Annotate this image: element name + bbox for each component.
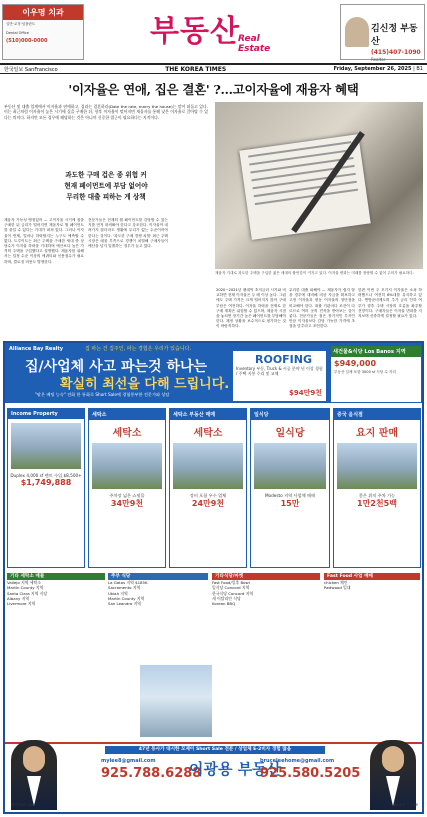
page-number: B1 bbox=[416, 66, 423, 72]
dateline-left: 한국일보 SanFrancisco bbox=[4, 66, 58, 73]
market-list[interactable] bbox=[212, 571, 320, 606]
article-body bbox=[4, 218, 423, 338]
realty-brand: Alliance Bay Realty bbox=[9, 346, 64, 352]
realty-tagline: 집 파는 건 집주인, 파는 경험은 우리가 있습니다. bbox=[85, 346, 192, 352]
realty-title-line2: 확실히 최선을 다해 드립니다. bbox=[60, 377, 230, 392]
article-subheads bbox=[4, 170, 208, 214]
roofing-price: $94만9천 bbox=[288, 389, 322, 397]
card-price: 34만9천 bbox=[110, 499, 144, 509]
list-item[interactable]: La Gatos 지역 $185K bbox=[108, 580, 148, 586]
card-head: 세탁소 부동산 매매 bbox=[170, 409, 246, 420]
masthead-title: 부동산 bbox=[150, 14, 240, 49]
listing-price: $949,000 bbox=[334, 359, 377, 368]
fastfood-list[interactable] bbox=[324, 571, 420, 591]
article-column: 재융자 가능성 맹점있어 — 고이자율 시기에 집을 구매한 뒤 금리가 떨어지면 재융자로 월 페이먼트를 줄일 수 있다는 기대가 퍼져 있다. 그러나 이자율이 언제, 얼마나 하락할지는 누구도 예측할 수 없다. 트루이트는 최근 주택을 구매한 세대 중 상당수가 이자율 하락을 기대하며 예산보다 높은 가격의 주택을 구입했다고 설명했다. 재융자를 위해서는 일정 수준 이상의 에퀴티와 신용점수가 필요하며, 클로징 비용도 발생한다. bbox=[4, 218, 84, 264]
masthead-subtitle: Real Estate bbox=[238, 34, 271, 54]
list-item[interactable]: Sacramento 지역 bbox=[108, 585, 141, 591]
article-column: 2020~2021년 팬데믹 초저금리 시기와 비교하면 현재 이자율은 두 배 이상 높다. 그럼에도 주택 가격은 크게 떨어지지 않아 구매 부담은 여전하다. 이자율 하락을 전제로 한 구매 계획은 위험할 수 있으며, 재융자 시점을 놓치면 장기간 높은 페이먼트를 부담해야 한다. 재정 상황을 보수적으로 평가하는 것이 바람직하다. bbox=[216, 288, 286, 329]
email-link[interactable]: mylee8@gmail.com bbox=[101, 758, 156, 764]
dateline-brand: THE KOREA TIMES bbox=[165, 65, 227, 73]
roofing-ad[interactable] bbox=[232, 350, 327, 402]
list-heading: 주부 식당 bbox=[108, 573, 208, 580]
realtor-ad[interactable] bbox=[340, 4, 425, 60]
roofing-text: Inventory 부동, Truck & 시공 분야 년 이상 경험 / 주택 지붕 수리 및 교체 bbox=[236, 366, 323, 376]
los-banos-listing[interactable] bbox=[330, 345, 422, 403]
card-head: 일식당 bbox=[251, 409, 329, 420]
listing-card[interactable] bbox=[250, 408, 330, 568]
property-photo bbox=[11, 423, 81, 469]
agent-photo bbox=[11, 740, 57, 810]
laundry-list[interactable] bbox=[7, 571, 105, 606]
list-item[interactable]: Santa Clara 지역 식당 bbox=[7, 590, 48, 596]
list-item[interactable]: Redwood 일대 bbox=[324, 585, 351, 591]
property-photo bbox=[173, 443, 243, 489]
dateline-date: Friday, September 26, 2025 bbox=[333, 66, 412, 72]
company-name: 이광용 부동산 bbox=[189, 760, 282, 778]
list-item[interactable]: Vallejo 지역 세탁소 bbox=[7, 580, 42, 586]
realtor-ad-note: Realtor bbox=[371, 57, 386, 62]
card-big: 요지 판매 bbox=[355, 428, 399, 439]
card-sub: Modesto 지역 사업체 매매 bbox=[264, 493, 316, 498]
list-item[interactable]: Martin County 지역 bbox=[7, 585, 44, 591]
listing-card[interactable] bbox=[88, 408, 166, 568]
article-headline: '이자율은 연애, 집은 결혼' ?…고이자율에 재융자 혜택 bbox=[68, 82, 359, 97]
card-price: 15만 bbox=[280, 499, 300, 509]
phone-number[interactable]: 925.580.5205 bbox=[260, 766, 361, 781]
restaurant-list[interactable] bbox=[108, 571, 208, 606]
card-sub: 좋은 위치 주차 가능 bbox=[358, 493, 396, 498]
list-item[interactable]: Albany 지역 bbox=[7, 595, 30, 601]
dental-ad-phone: (510)000-0000 bbox=[6, 38, 48, 44]
list-item[interactable]: Fast Food/일후 Bowl bbox=[212, 580, 250, 586]
list-item[interactable]: Korean BBQ bbox=[212, 601, 236, 607]
photo-caption: 재융자 기대로 과도한 주택을 구입한 젊은 세대의 불안감이 커지고 있다. 이자율 변화는 미래를 장담할 수 없어 주의가 필요하다. bbox=[215, 271, 414, 275]
card-price: $1,749,888 bbox=[20, 478, 72, 488]
card-sub: 장비 포함 우수 업체 bbox=[189, 493, 227, 498]
article-column: 전문가들은 현재의 월 페이먼트를 감당할 수 있는지를 먼저 따져봐야 한다고 강조한다. 이자율이 내려가지 않더라도 생활에 무리가 없는 수준이어야 한다는 것이다. '과도한 구매 경쟁 치열' 최근 주택 시장은 매물 부족으로 경쟁이 치열해 구매자들이 예산을 넘겨 입찰하는 경우가 늘고 있다. bbox=[88, 218, 168, 249]
realty-footer bbox=[5, 742, 422, 812]
realtor-ad-phone: (415)407-1090 bbox=[371, 49, 421, 56]
article-lead: 부동산 및 대출 업계에서 이자율과 연애하고, 집과는 결혼하라(Date the rate, marry the house)는 말이 떠돌고 있다. 이는 최근처럼 이자율이 높은 시기에 집을 구매한 뒤, 향후 이자율이 떨어지면 재융자를 통해 낮은 이자율로 갈아탈 수 있다는 의미다. 하지만 모든 경우에 해당하는 것은 아니며 신중한 접근이 필요하다는 지적이다. bbox=[4, 104, 208, 120]
list-heading: 기타 세탁소 매물 bbox=[7, 573, 105, 580]
listing-info: 부동산 일체 포함 3000 sf 식당 수 자리 bbox=[334, 370, 396, 374]
card-sub: 주차장 넓은 쇼핑몰 bbox=[109, 493, 145, 498]
card-big: 세탁소 bbox=[193, 428, 223, 439]
email-link[interactable]: bruceleehome@gmail.com bbox=[260, 758, 335, 764]
agent-name: Bruce Y. Lee bbox=[393, 802, 418, 807]
dental-ad[interactable] bbox=[2, 4, 84, 60]
dateline: 한국일보 SanFrancisco THE KOREA TIMES Friday, September 26, 2025 | B1 bbox=[0, 63, 427, 74]
realtor-ad-name: 김신정 부동산 bbox=[371, 24, 418, 47]
property-photo bbox=[92, 443, 162, 489]
building-photo bbox=[140, 665, 212, 737]
listing-card[interactable] bbox=[333, 408, 421, 568]
list-item[interactable]: Ukiah 지역 bbox=[108, 590, 128, 596]
card-head: 중국 음식점 bbox=[334, 409, 420, 420]
article-column: 한편 이번 주 모기지 이자율은 소폭 하락했으나 여전히 6%대를 유지하고 있다. 연방준비제도의 추가 금리 인하 여부가 향후 주택 시장의 흐름을 좌우할 전망이다. 구매자들은 이자율 변화를 지켜보며 신중하게 결정할 필요가 있다. bbox=[358, 288, 422, 319]
dental-ad-name: 이우명 치과 bbox=[3, 5, 83, 20]
footer-bar: 47년 동사가 대시한 모제이 Short Sale 전문 / 상업체 E-2비자 경험 많음 bbox=[105, 746, 325, 754]
card-big: 세탁소 bbox=[112, 428, 142, 439]
property-photo bbox=[254, 443, 326, 489]
list-heading: 기타식당/마켓 bbox=[212, 573, 320, 580]
property-photo bbox=[337, 443, 417, 489]
listing-title: 새건물&식당 Los Banos 지역 bbox=[331, 346, 421, 357]
list-item[interactable]: Martin County 지역 bbox=[108, 595, 145, 601]
masthead bbox=[150, 6, 280, 54]
card-price: 1만2천5백 bbox=[357, 499, 397, 509]
card-head: Income Property bbox=[8, 409, 84, 419]
list-item[interactable]: 새 이탈리안 식당 bbox=[212, 595, 241, 601]
card-big: 일식당 bbox=[275, 428, 305, 439]
phone-number[interactable]: 925.788.6288 bbox=[101, 766, 202, 781]
listing-card[interactable] bbox=[7, 408, 85, 568]
list-item[interactable]: chicken 체인 bbox=[324, 580, 348, 586]
subhead: 과도한 구매 겁은 종 위험 커 bbox=[65, 171, 147, 179]
list-item[interactable]: Livermore 지역 bbox=[7, 601, 36, 607]
subhead: 현재 페이먼트에 부담 없어야 bbox=[64, 182, 148, 190]
card-price: 24만9천 bbox=[191, 499, 225, 509]
list-item[interactable]: 일식당 Concord 지역 bbox=[212, 585, 250, 591]
realty-subtitle: "팔은 베팅 능숙" 전화 한 통화로 Short Sale에 경험풍부한 전문가와 상담 bbox=[35, 392, 170, 397]
realty-title-line1: 집/사업체 사고 파는것 하나는 bbox=[25, 359, 208, 375]
avatar bbox=[345, 17, 369, 47]
dental-ad-line: Dental Office bbox=[6, 31, 29, 35]
card-sub: Duplex 4,000 sf 렌트 수입 $8,500+ bbox=[10, 473, 82, 478]
agent-name: Michael Lee bbox=[11, 802, 35, 807]
list-item[interactable]: San Leandro 지역 bbox=[108, 601, 142, 607]
list-item[interactable]: 한국식당 Concord 지역 bbox=[212, 590, 254, 596]
article-column: 무리한 대출 피해야 — 재융자가 쉽지 않을 경우에 대비해 비상 자금을 확보하고 고정 이자율과 변동 이자율의 장단점을 비교해야 한다. 대출 기관마다 조건이 다르므로 여러 곳의 견적을 받아보는 것이 좋다. 전문가들은 집은 장기적인 투자인 만큼 이자율보다 감당 가능한 가격에 초점을 맞추라고 조언한다. bbox=[289, 288, 355, 329]
listing-card[interactable] bbox=[169, 408, 247, 568]
roofing-title: ROOFING bbox=[255, 353, 313, 366]
agent-photo bbox=[370, 740, 416, 810]
dental-ad-line: 일반·교정·임플란트 bbox=[6, 22, 36, 26]
card-head: 세탁소 bbox=[89, 409, 165, 420]
subhead: 무리한 대출 피하는 게 상책 bbox=[66, 193, 146, 201]
list-heading: Fast Food 사업 매매 bbox=[324, 573, 420, 580]
